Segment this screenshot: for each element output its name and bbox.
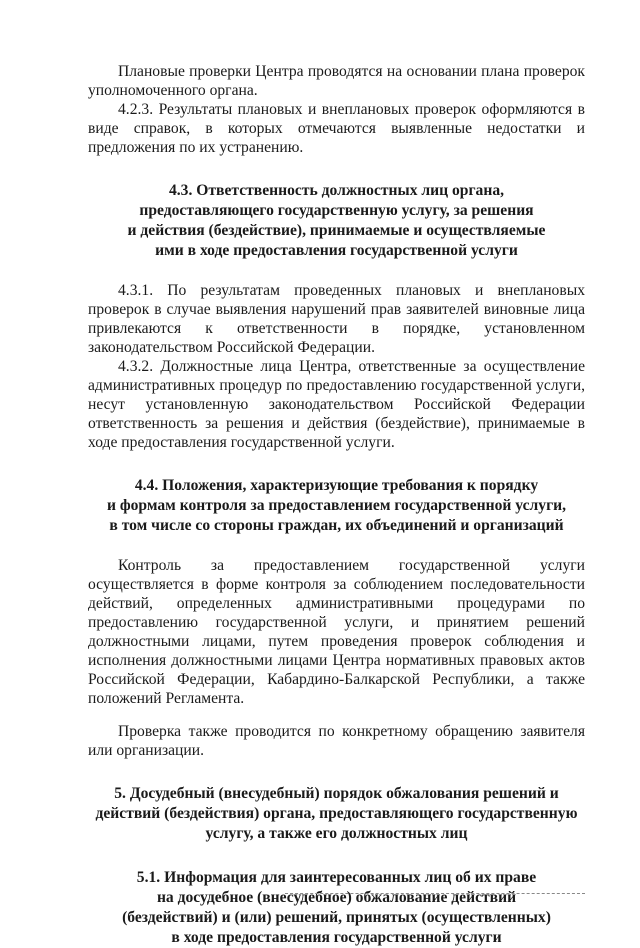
heading-line: 4.4. Положения, характеризующие требования к порядку (134, 477, 539, 494)
paragraph-control: Контроль за предоставлением государственной услуги осуществляется в форме контроля за соблюдением последовательности действий, определенных административными процедурами по предоставлению государственной услуги, и принятием решений должностными лицами, путем проведения проверок соблюдения и исполнения должностными лицами Центра нормативных правовых актов Российской Федерации, Кабардино-Балкарской Республики, а также положений Регламента. (88, 557, 585, 707)
heading-line: действий (бездействия) органа, предоставляющего государственную (95, 805, 578, 822)
heading-line: 4.3. Ответственность должностных лиц органа, (168, 182, 505, 199)
heading-line: услугу, а также его должностных лиц (205, 825, 468, 842)
heading-line: 5. Досудебный (внесудебный) порядок обжалования решений и (114, 785, 559, 802)
heading-4-4 (88, 476, 585, 536)
heading-line: на досудебное (внесудебное) обжалование действий (156, 889, 517, 906)
heading-line: в ходе предоставления государственной услуги (171, 929, 502, 946)
paragraph-planned-inspections: Плановые проверки Центра проводятся на основании плана проверок уполномоченного органа. (88, 63, 585, 99)
document-body (88, 62, 585, 948)
heading-line: предоставляющего государственную услугу, за решения (139, 202, 534, 219)
heading-5-1 (88, 868, 585, 948)
heading-line: в том числе со стороны граждан, их объединений и организаций (109, 517, 564, 534)
heading-5 (88, 784, 585, 844)
paragraph-4-2-3: 4.2.3. Результаты плановых и внеплановых проверок оформляются в виде справок, в которых отмечаются выявленные недостатки и предложения по их устранению. (88, 101, 585, 156)
heading-line: 5.1. Информация для заинтересованных лиц об их праве (136, 869, 537, 886)
paragraph-4-3-1: 4.3.1. По результатам проведенных плановых и внеплановых проверок в случае выявления нарушений прав заявителей виновные лица привлекаются к ответственности в порядке, установленном законодательством Российской Федерации. (88, 282, 585, 356)
paragraph-inspection-request: Проверка также проводится по конкретному обращению заявителя или организации. (88, 723, 585, 759)
paragraph-4-3-2: 4.3.2. Должностные лица Центра, ответственные за осуществление административных процедур по предоставлению государственной услуги, несут установленную законодательством Российской Федерации ответственность за решения и действия (бездействие), принимаемые в ходе предоставления государственной услуги. (88, 358, 585, 451)
heading-line: и действия (бездействие), принимаемые и осуществляемые (127, 222, 546, 239)
footer-rule (285, 893, 585, 894)
heading-4-3 (88, 181, 585, 261)
heading-line: (бездействий) и (или) решений, принятых (осуществленных) (122, 909, 551, 926)
heading-line: ими в ходе предоставления государственной услуги (155, 242, 518, 259)
heading-line: и формам контроля за предоставлением государственной услуги, (106, 497, 567, 514)
